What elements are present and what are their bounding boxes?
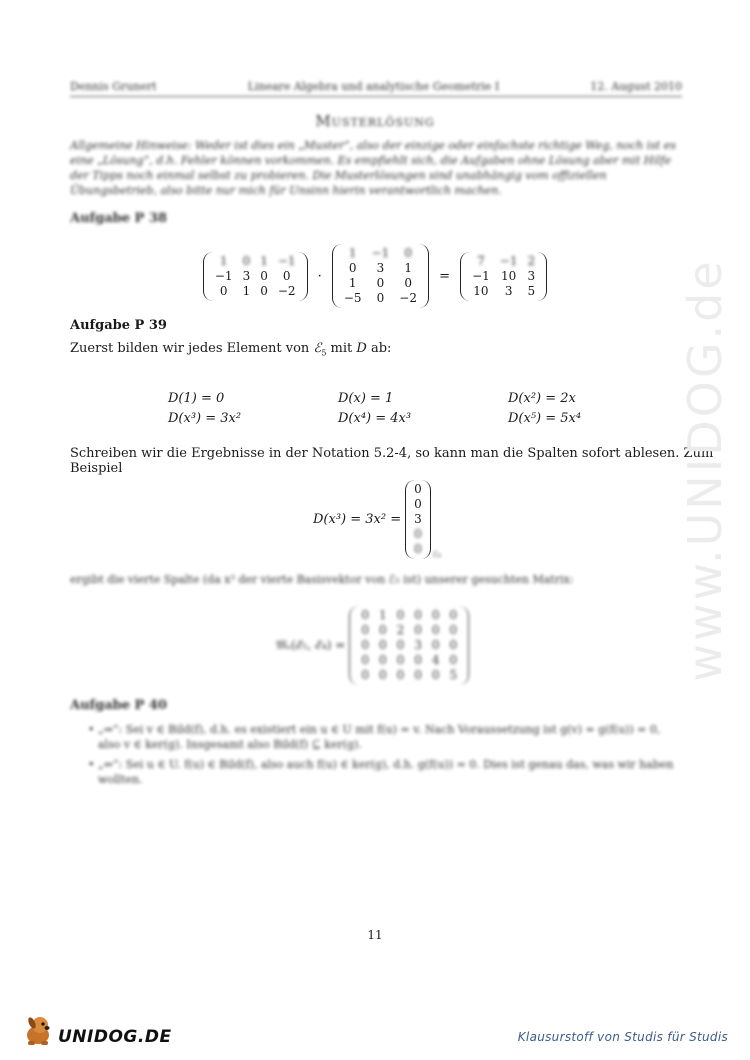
matrix-cell: 0	[431, 608, 440, 622]
matrix-cell: 0	[414, 542, 422, 556]
matrix-cell: 0	[260, 268, 268, 283]
matrix-cell: 2	[527, 253, 536, 268]
matrix-cell: 0	[361, 653, 369, 667]
matrix-cell: 1	[242, 283, 251, 298]
matrix-cell: 0	[449, 653, 458, 667]
page-number: 11	[367, 928, 383, 942]
matrix-row	[339, 246, 422, 261]
matrix-row	[210, 254, 301, 269]
matrix-row	[356, 638, 462, 653]
header-date: 12. August 2010	[590, 80, 682, 93]
matrix-cell: 0	[431, 668, 440, 682]
example-vector-equation	[313, 480, 441, 559]
matrix-cell: 0	[376, 276, 385, 290]
matrix-cell: −1	[472, 268, 490, 283]
matrix-row	[356, 653, 462, 668]
derivative-equation: D(x³) = 3x²	[168, 411, 242, 426]
matrix-cell: 10	[473, 283, 489, 298]
matrix-cell: 3	[414, 638, 422, 652]
matrix-row	[467, 269, 540, 284]
matrix-cell: 3	[242, 268, 251, 283]
matrix-cell: 0	[378, 653, 387, 667]
matrix-row	[409, 482, 427, 497]
footer-logo	[22, 1013, 172, 1047]
matrix-cell: 1	[404, 261, 412, 275]
notation-text: Schreiben wir die Ergebnisse in der Notation 5.2-4, so kann man die Spalten sofort ablesen. Zum Beispiel	[70, 446, 714, 476]
dog-mascot-icon	[22, 1013, 56, 1047]
matrix-cell: 0	[260, 283, 268, 298]
matrix-cell: 0	[361, 638, 369, 652]
matrix-cell: 0	[378, 638, 387, 652]
derivative-equation: D(x) = 1	[338, 391, 394, 406]
matrix-cell: 0	[414, 608, 422, 622]
matrix-cell: 0	[219, 283, 228, 298]
matrix-cell: 1	[348, 276, 357, 290]
matrix-cell: 0	[431, 638, 440, 652]
matrix-cell: 0	[282, 268, 291, 283]
intro-notes: Allgemeine Hinweise: Weder ist dies ein „Muster“, also der einzige oder einfachste richtige Weg, noch ist es eine „Lösung“, d.h. Fehler können vorkommen. Es empfiehlt sich, die Aufgaben ohne Lösung aber mit Hilfe der Tipps noch einmal selbst zu probieren. Die Musterlösungen sind unabhängig vom offiziellen Übungsbetrieb, also bitte nur mich für Unsinn hierin verantwortlich machen.	[70, 139, 676, 197]
matrix-cell: 3	[527, 268, 536, 283]
matrix-cell: −2	[277, 283, 296, 298]
derivative-matrix-lhs: 𝔐ₛ(ℰ₅, ℰ₄) =	[276, 638, 346, 652]
matrix-cell: 0	[378, 623, 387, 637]
running-header	[70, 80, 682, 97]
matrix-cell: 3	[376, 261, 385, 275]
watermark: www.UNIDOG.de	[678, 258, 732, 682]
matrix-cell: 0	[414, 623, 422, 637]
matrix-row	[467, 284, 540, 299]
matrix-cell: −1	[499, 253, 518, 268]
matrix-cell: 5	[527, 283, 536, 298]
derivative-equations	[168, 391, 588, 426]
aufgabe-39-intro: Zuerst bilden wir jedes Element von ℰ$_5$ mit D ab:	[70, 341, 392, 358]
matrix-cell: 1	[260, 253, 268, 268]
matrix-product	[0, 244, 750, 308]
matrix-cell: 2	[396, 623, 405, 637]
matrix-cell: 0	[361, 608, 369, 622]
bullet-forward: • „⇒“: Sei v ∈ Bild(f), d.h. es existiert ein u ∈ U mit f(u) = v. Nach Voraussetzung ist g(v) = g(f(u)) = 0, also v ∈ ker(g). Insgesamt also Bild(f) ⊆ ker(g).	[88, 722, 682, 752]
matrix-cell: 0	[414, 653, 422, 667]
matrix-cell: 0	[414, 482, 422, 496]
matrix-cell: −1	[214, 268, 233, 283]
matrix-row	[356, 608, 462, 623]
matrix-row	[339, 291, 422, 306]
matrix-cell: 0	[396, 638, 405, 652]
matrix-cell: −2	[399, 291, 417, 305]
matrix-b	[332, 244, 429, 308]
heading-aufgabe-40: Aufgabe P 40	[70, 698, 167, 713]
matrix-cell: 0	[449, 608, 458, 622]
derivative-matrix	[349, 606, 469, 685]
example-vector-sub: ℰ₄	[432, 550, 441, 559]
matrix-cell: 0	[404, 276, 412, 290]
matrix-row	[210, 269, 301, 284]
matrix-cell: 10	[500, 268, 517, 283]
example-vector	[405, 480, 431, 559]
header-course: Lineare Algebra und analytische Geometrie I	[247, 80, 500, 93]
matrix-cell: 0	[348, 261, 357, 275]
matrix-cell: 1	[378, 608, 387, 622]
matrix-row	[467, 254, 540, 269]
matrix-cell: 3	[504, 283, 513, 298]
derivative-equation: D(1) = 0	[168, 391, 225, 406]
matrix-row	[409, 542, 427, 557]
matrix-cell: 1	[348, 246, 357, 260]
matrix-row	[409, 527, 427, 542]
matrix-row	[409, 497, 427, 512]
matrix-row	[356, 668, 462, 683]
example-lhs: D(x³) = 3x² =	[313, 512, 402, 527]
aufgabe-40-bullets	[88, 722, 682, 792]
matrix-c	[460, 252, 547, 301]
page-title: Musterlösung	[315, 112, 435, 130]
matrix-cell: 0	[396, 653, 405, 667]
matrix-cell: 0	[449, 623, 458, 637]
matrix-row	[339, 261, 422, 276]
derivative-matrix-equation	[276, 606, 469, 685]
matrix-cell: 0	[449, 638, 458, 652]
basis-symbol: ℰ	[313, 341, 322, 356]
matrix-row	[356, 623, 462, 638]
matrix-cell: 0	[414, 527, 422, 541]
bullet-backward: • „⇐“: Sei u ∈ U. f(u) ∈ Bild(f), also auch f(u) ∈ ker(g), d.h. g(f(u)) = 0. Dies ist genau das, was wir haben wollten.	[88, 757, 682, 787]
equals-sign: =	[439, 268, 450, 284]
matrix-cell: 5	[449, 668, 458, 682]
matrix-cell: 0	[361, 668, 369, 682]
matrix-cell: 3	[414, 512, 422, 526]
heading-aufgabe-39: Aufgabe P 39	[70, 318, 167, 333]
matrix-cell: −1	[277, 253, 296, 268]
matrix-cell: −5	[343, 291, 362, 305]
matrix-cell: 0	[378, 668, 387, 682]
matrix-cell: 0	[361, 623, 369, 637]
matrix-cell: 0	[431, 623, 440, 637]
matrix-cell: −1	[371, 246, 390, 260]
matrix-cell: 1	[219, 253, 228, 268]
matrix-row	[339, 276, 422, 291]
dot-operator: ·	[317, 268, 322, 284]
matrix-cell: 0	[396, 668, 405, 682]
matrix-row	[210, 284, 301, 299]
derivative-equation: D(x⁵) = 5x⁴	[508, 411, 582, 426]
derivative-equation: D(x⁴) = 4x³	[338, 411, 412, 426]
matrix-row	[409, 512, 427, 527]
matrix-a	[203, 252, 308, 301]
matrix-cell: 0	[396, 608, 405, 622]
matrix-cell: 0	[414, 668, 422, 682]
column-text: ergibt die vierte Spalte (da x³ der vierte Basisvektor von ℰ₅ ist) unserer gesuchten Matrix:	[70, 573, 574, 586]
matrix-cell: 7	[477, 253, 485, 268]
footer-tagline: Klausurstoff von Studis für Studis	[517, 1030, 728, 1044]
matrix-cell: 0	[404, 246, 412, 260]
logo-text: UNIDOG.DE	[58, 1027, 172, 1047]
derivative-equation: D(x²) = 2x	[508, 391, 576, 406]
header-author: Dennis Grunert	[70, 80, 157, 93]
matrix-cell: 0	[376, 291, 385, 305]
heading-aufgabe-38: Aufgabe P 38	[70, 211, 167, 226]
matrix-cell: 0	[414, 497, 422, 511]
matrix-cell: 0	[242, 253, 251, 268]
matrix-cell: 4	[431, 653, 440, 667]
